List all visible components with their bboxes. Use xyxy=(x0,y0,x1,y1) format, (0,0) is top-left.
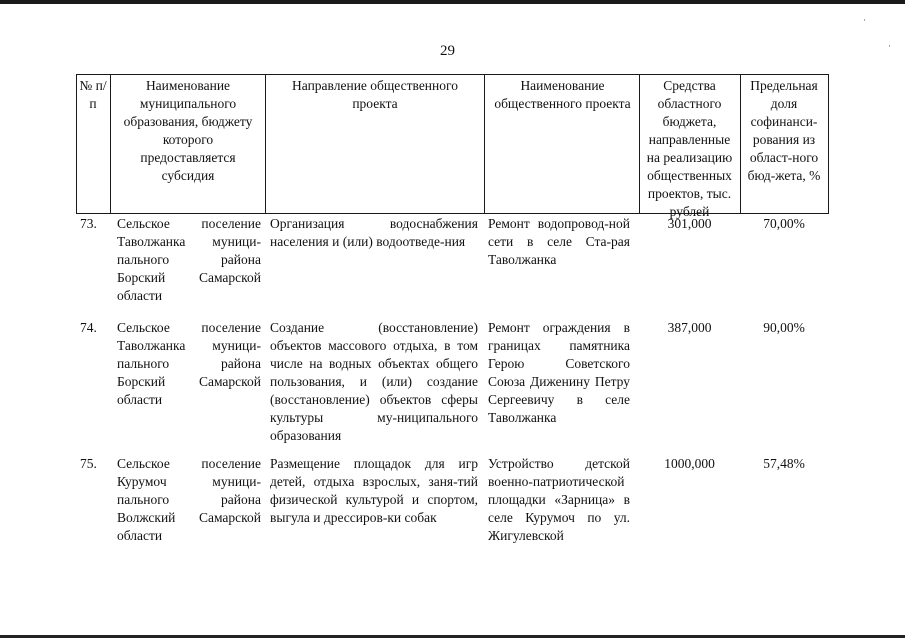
column-divider xyxy=(484,74,485,214)
bottom-border-rule xyxy=(0,635,905,638)
project-cell: Ремонт ограждения в границах памятника Герою Советского Союза Диженину Петру Сергеевичу в селе Таволжанка xyxy=(488,320,630,425)
column-divider xyxy=(265,74,266,214)
direction-cell: Организация водоснабжения населения и (или) водоотведе-ния xyxy=(270,216,478,249)
project-cell: Ремонт водопровод-ной сети в селе Ста-рая Таволжанка xyxy=(488,216,630,267)
column-divider xyxy=(110,74,111,214)
row-number: 75. xyxy=(80,456,97,471)
share-cell: 90,00% xyxy=(763,320,805,335)
column-divider xyxy=(639,74,640,214)
municipality-cell: Сельское поселение Курумоч муници-пального района Волжский Самарской области xyxy=(117,456,261,543)
direction-cell: Создание (восстановление) объектов массового отдыха, в том числе на водных объектах общего пользования, и (или) создание (восстановление) объектов сферы культуры му-ниципального образования xyxy=(270,320,478,443)
share-cell: 70,00% xyxy=(763,216,805,231)
page-number: 29 xyxy=(440,43,455,59)
row-number: 73. xyxy=(80,216,97,231)
column-divider xyxy=(740,74,741,214)
municipality-cell: Сельское поселение Таволжанка муници-пального района Борский Самарской области xyxy=(117,320,261,407)
municipality-cell: Сельское поселение Таволжанка муници-пального района Борский Самарской области xyxy=(117,216,261,303)
header-num: № п/п xyxy=(79,78,107,111)
header-share: Предельная доля софинанси-рования из област-ного бюд-жета, % xyxy=(747,78,821,183)
direction-cell: Размещение площадок для игр детей, отдыха взрослых, заня-тий физической культурой и спортом, выгула и дрессиров-ки собак xyxy=(270,456,478,525)
project-cell: Устройство детской военно-патриотической площадки «Зарница» в селе Курумоч по ул. Жигулевской xyxy=(488,456,630,543)
table-top-line xyxy=(76,74,829,75)
scan-mark: · xyxy=(888,41,891,51)
header-project: Наименование общественного проекта xyxy=(494,78,631,111)
funds-cell: 387,000 xyxy=(667,320,712,335)
funds-cell: 301,000 xyxy=(667,216,712,231)
row-number: 74. xyxy=(80,320,97,335)
header-municipality: Наименование муниципального образования, бюджету которого предоставляется субсидия xyxy=(123,78,253,183)
header-direction: Направление общественного проекта xyxy=(292,78,458,111)
header-funds: Средства областного бюджета, направленные на реализацию общественных проектов, тыс. рублей xyxy=(646,78,733,219)
column-divider xyxy=(828,74,829,214)
funds-cell: 1000,000 xyxy=(664,456,715,471)
column-divider xyxy=(76,74,77,214)
scan-mark: · xyxy=(863,15,866,25)
top-border-rule xyxy=(0,0,905,4)
share-cell: 57,48% xyxy=(763,456,805,471)
